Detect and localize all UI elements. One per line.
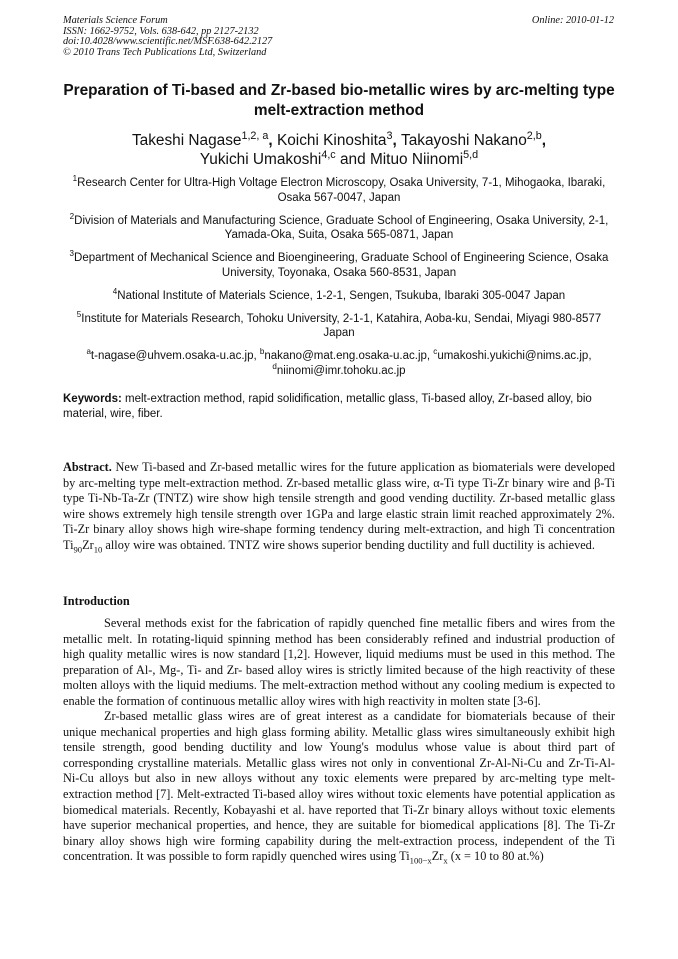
author-sup: 3 [386,129,393,142]
author [369,148,479,168]
affiliation-sup: 3 [69,249,75,259]
alloy-formula: $Ti_{100-x}Zr_x$ [399,849,448,866]
affiliation-sup: 2 [69,211,75,221]
author-list [63,131,615,169]
keywords-block [63,392,615,422]
journal-header [63,16,443,58]
keywords-text: melt-extraction method, rapid solidification, metallic glass, Ti-based alloy, Zr-based alloy, bio material, wire, fiber. [63,393,592,420]
author-name: Takeshi Nagase [131,132,242,149]
author-sep: , [541,132,547,149]
online-date: Online: 2010-01-12 [531,15,614,26]
email-address: t-nagase@uhvem.osaka-u.ac.jp [90,350,254,363]
abstract-label: Abstract. [63,460,112,474]
author-sep: and [335,151,370,168]
author-sup: 1,2, a [241,129,269,142]
abstract-text-end: alloy wire was obtained. TNTZ wire shows superior bending ductility and full ductility is achieved. [102,537,595,552]
author-sup: 5,d [463,148,479,161]
doi-line: doi:10.4028/www.scientific.net/MSF.638-642.2127 [63,36,273,48]
introduction-body [63,616,615,865]
email-sup: a [86,347,91,357]
email-sup: d [272,362,277,372]
paper-title: Preparation of Ti-based and Zr-based bio-metallic wires by arc-melting type melt-extraction method [63,82,615,119]
journal-name: Materials Science Forum [63,15,168,26]
affiliation-text: Division of Materials and Manufacturing Science, Graduate School of Engineering, Osaka University, 2-1, Yamada-Oka, Suita, Osaka 565-0871, Japan [74,214,609,242]
author-sep: , [392,132,402,149]
copyright-line: © 2010 Trans Tech Publications Ltd, Switzerland [63,46,267,58]
paragraph: Zr-based metallic glass wires are of great interest as a candidate for biomaterials because of their unique mechanical properties and high glass forming ability. Metallic glass wires simultaneously exhibit high tensile strength, good bending ductility and low Young's modulus whose value is about third part of corresponding crystalline materials. Metallic glass wires not only in conventional Zr-Al-Ni-Cu and Zr-Ti-Al-Ni-Cu alloys but also in new alloys without any toxic elements were prepared by arc-melting type melt-extraction method [7]. Melt-extracted Ti-based alloy wires without toxic elements have potential application as biomedical materials. Recently, Kobayashi et al. have reported that Ti-Zr binary alloys without toxic elements have superior mechanical properties, and hence, they are suitable for biomedical applications [8]. The Ti-Zr binary alloy shows high wire forming capability during the melt-extraction process, independent of the Ti concentration. It was possible to form rapidly quenched wires using $Ti_{100-x}Zr_x$ (x = 10 to 80 at.%) [63,709,615,866]
alloy-formula: $Ti_{90}Zr_{10}$ [63,537,103,554]
author [199,148,370,168]
affiliation-text: Department of Mechanical Science and Bioengineering, Graduate School of Engineering Science, Osaka University, Toyonaka, Osaka 560-8531, Japan [74,252,609,279]
keywords-label: Keywords: [63,393,122,405]
affiliation-list [63,176,615,387]
abstract-block [63,460,615,553]
affiliation-text: National Institute of Materials Science, 1-2-1, Sengen, Tsukuba, Ibaraki 305-0047 Japan [117,289,566,302]
section-heading: Introduction [63,594,130,608]
affiliation [63,286,615,304]
author-name: Yukichi Umakoshi [199,151,322,168]
author-name: Koichi Kinoshita [276,132,387,149]
affiliation [63,176,615,206]
email-sup: b [259,347,265,357]
affiliation-sup: 1 [72,174,78,184]
affiliation-sup: 4 [112,286,118,296]
affiliation-text: Research Center for Ultra-High Voltage Electron Microscopy, Osaka University, 7-1, Mihogaoka, Ibaraki, Osaka 567-0047, Japan [77,177,606,204]
author [276,129,402,149]
author-name: Mituo Niinomi [369,151,464,168]
paragraph: Several methods exist for the fabrication of rapidly quenched fine metallic fibers and wires from the metallic melt. In rotating-liquid spinning method has been considerably refined and industrial production of high quality metallic wires is now standard [1,2]. However, liquid mediums must be used in this method. The preparation of Al-, Mg-, Ti- and Zr- based alloy wires is strictly limited because of the high reactivity of these molten alloys with the liquid mediums. The melt-extraction method without any cooling medium is expected to enable the formation of continuous metallic alloy wires with high reactivity in molten state [3-6]. [63,616,615,708]
abstract-text: New Ti-based and Zr-based metallic wires for the future application as biomaterials were developed by arc-melting type melt-extraction method. Zr-based metallic glass wire, α-Ti type Ti-Zr binary wire and β-Ti type Ti-Nb-Ta-Zr (TNTZ) wire show high tensile strength and good vending ductility. Zr-based metallic glass wire shows extremely high tensile strength over 1GPa and large elastic strain limit reached approximately 2%. Ti-Zr binary alloy shows high wire-shape forming tendency during melt-extraction, and high Ti concentration [63,460,615,536]
affiliation-text: Institute for Materials Research, Tohoku University, 2-1-1, Katahira, Aoba-ku, Sendai, Miyagi 980-8577 Japan [81,312,602,340]
email-sup: c [433,347,438,357]
affiliation [63,211,615,244]
email-address: nakano@mat.eng.osaka-u.ac.jp [264,350,427,363]
email-list: $^a$t-nagase@uhvem.osaka-u.ac.jp, $^b$nakano@mat.eng.osaka-u.ac.jp, $^c$umakoshi.yukichi@nims.ac.jp, $^d$niinomi@imr.tohoku.ac.jp [86,347,592,377]
issn-line: ISSN: 1662-9752, Vols. 638-642, pp 2127-2132 [63,25,259,37]
author-sep: , [268,132,277,149]
author-sup: 4,c [321,148,336,161]
author-name: Takayoshi Nakano [401,132,527,149]
author-sup: 2,b [526,129,542,142]
email-address: niinomi@imr.tohoku.ac.jp [276,364,406,377]
author [401,129,547,149]
affiliation [63,309,615,342]
author [131,129,277,149]
affiliation [63,251,615,281]
affiliation-sup: 5 [76,309,82,319]
email-address: umakoshi.yukichi@nims.ac.jp [437,350,589,363]
